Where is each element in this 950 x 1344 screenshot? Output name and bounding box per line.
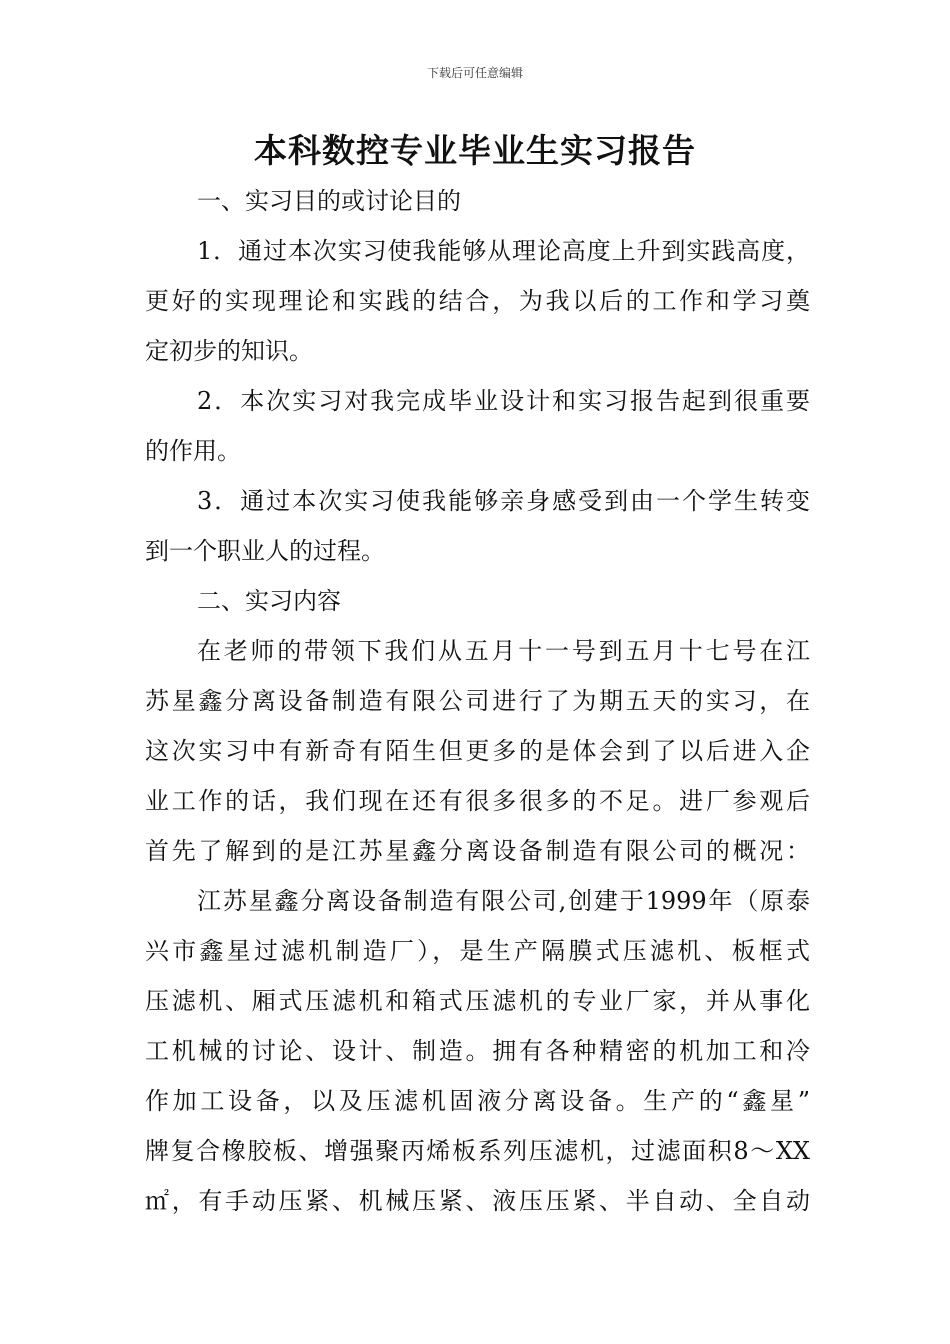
paragraph-line: 2．本次实习对我完成毕业设计和实习报告起到很重要 bbox=[197, 387, 810, 415]
paragraph-line: 这次实习中有新奇有陌生但更多的是体会到了以后进入企 bbox=[145, 737, 810, 765]
section-heading-purpose: 一、实习目的或讨论目的 bbox=[197, 187, 461, 215]
section-heading-content: 二、实习内容 bbox=[197, 587, 341, 615]
paragraph-line: 业工作的话，我们现在还有很多很多的不足。进厂参观后 bbox=[145, 787, 810, 815]
paragraph-line: 作加工设备，以及压滤机固液分离设备。生产的“鑫星” bbox=[145, 1087, 810, 1115]
paragraph-line: 压滤机、厢式压滤机和箱式压滤机的专业厂家，并从事化 bbox=[145, 987, 810, 1015]
document-body bbox=[145, 176, 810, 1226]
paragraph-line: 牌复合橡胶板、增强聚丙烯板系列压滤机，过滤面积8～XX bbox=[145, 1137, 810, 1165]
paragraph-line: 兴市鑫星过滤机制造厂），是生产隔膜式压滤机、板框式 bbox=[145, 937, 810, 965]
paragraph-line: 在老师的带领下我们从五月十一号到五月十七号在江 bbox=[197, 637, 810, 665]
document-title: 本科数控专业毕业生实习报告 bbox=[254, 131, 696, 170]
paragraph-line: 到一个职业人的过程。 bbox=[145, 537, 385, 565]
paragraph-line: 江苏星鑫分离设备制造有限公司,创建于1999年（原泰 bbox=[197, 887, 810, 915]
paragraph-line: 3．通过本次实习使我能够亲身感受到由一个学生转变 bbox=[197, 487, 810, 515]
paragraph-line: 更好的实现理论和实践的结合，为我以后的工作和学习奠 bbox=[145, 287, 810, 315]
page-header: 下载后可任意编辑 bbox=[426, 66, 523, 80]
paragraph-line: 1．通过本次实习使我能够从理论高度上升到实践高度， bbox=[197, 237, 810, 265]
paragraph-line: 定初步的知识。 bbox=[145, 337, 313, 365]
paragraph-line: 苏星鑫分离设备制造有限公司进行了为期五天的实习，在 bbox=[145, 687, 810, 715]
paragraph-line: ㎡，有手动压紧、机械压紧、液压压紧、半自动、全自动 bbox=[145, 1187, 810, 1215]
paragraph-line: 首先了解到的是江苏星鑫分离设备制造有限公司的概况： bbox=[145, 837, 810, 865]
paragraph-line: 工机械的讨论、设计、制造。拥有各种精密的机加工和冷 bbox=[145, 1037, 810, 1065]
paragraph-line: 的作用。 bbox=[145, 437, 241, 465]
